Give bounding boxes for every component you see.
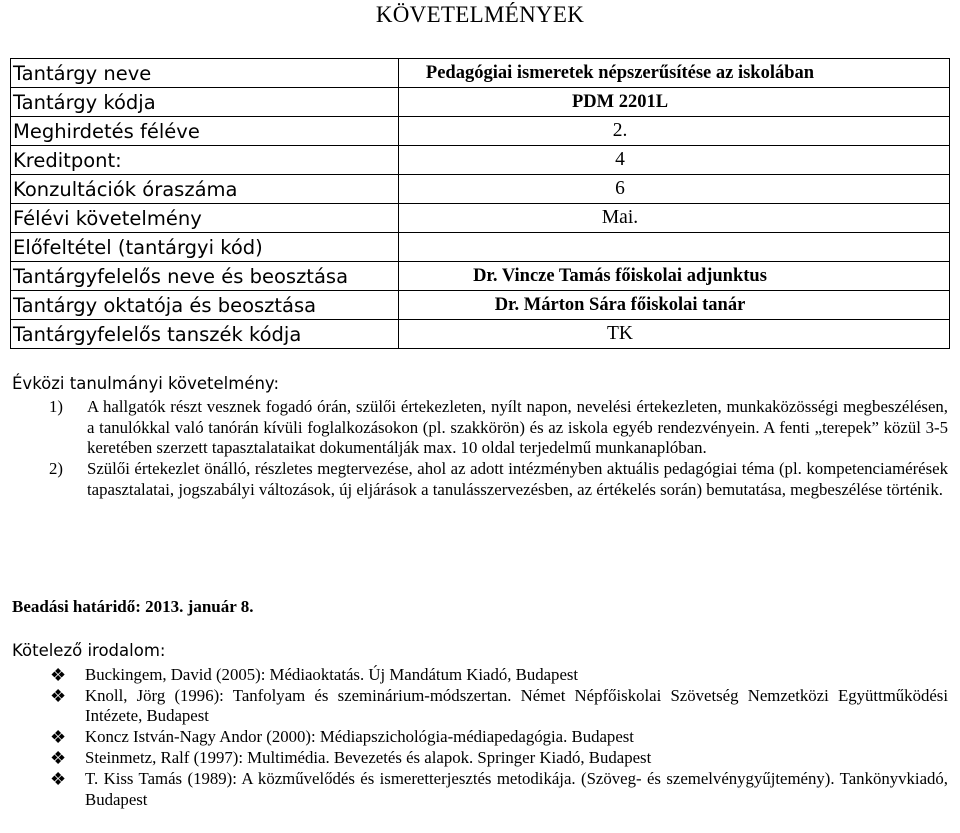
row-value: 6	[399, 175, 950, 204]
requirements-heading: Évközi tanulmányi követelmény:	[12, 374, 280, 393]
item-number: 2)	[49, 459, 63, 479]
list-item	[12, 397, 948, 459]
list-item	[12, 727, 948, 748]
diamond-bullet-icon: ❖	[50, 768, 67, 789]
page-title: KÖVETELMÉNYEK	[375, 2, 585, 27]
row-label: Tantárgyfelelős tanszék kódja	[11, 320, 399, 349]
row-value	[399, 233, 950, 262]
table-row	[11, 117, 950, 146]
list-item	[12, 686, 948, 728]
row-label: Félévi követelmény	[11, 204, 399, 233]
row-value: Dr. Márton Sára főiskolai tanár	[399, 291, 950, 320]
row-label: Tantárgyfelelős neve és beosztása	[11, 262, 399, 291]
list-item	[12, 748, 948, 769]
item-text: Buckingem, David (2005): Médiaoktatás. Új Mandátum Kiadó, Budapest	[85, 664, 579, 684]
row-value: Mai.	[399, 204, 950, 233]
row-value: Pedagógiai ismeretek népszerűsítése az iskolában	[399, 59, 950, 88]
table-row	[11, 146, 950, 175]
list-item	[12, 665, 948, 686]
row-label: Tantárgy oktatója és beosztása	[11, 291, 399, 320]
requirements-section	[12, 374, 948, 501]
row-label: Tantárgy neve	[11, 59, 399, 88]
row-label: Előfeltétel (tantárgyi kód)	[11, 233, 399, 262]
row-value: 4	[399, 146, 950, 175]
row-label: Meghirdetés féléve	[11, 117, 399, 146]
row-value: TK	[399, 320, 950, 349]
row-label: Konzultációk óraszáma	[11, 175, 399, 204]
item-text: Szülői értekezlet önálló, részletes megtervezése, ahol az adott intézményben aktuális pedagógiai téma (pl. kompetenciamérések tapasztalatai, jogszabályi változások, új eljárások a tanulásszervezésben, az értékelés során) bemutatása, megbeszélése történik.	[87, 459, 948, 499]
deadline: Beadási határidő: 2013. január 8.	[12, 597, 254, 616]
table-row	[11, 175, 950, 204]
item-number: 1)	[49, 396, 63, 416]
table-row	[11, 262, 950, 291]
course-info-table	[10, 58, 950, 349]
table-row	[11, 233, 950, 262]
list-item	[12, 459, 948, 501]
literature-list	[12, 665, 948, 811]
row-label: Tantárgy kódja	[11, 88, 399, 117]
diamond-bullet-icon: ❖	[50, 747, 67, 768]
literature-heading: Kötelező irodalom:	[12, 641, 166, 660]
diamond-bullet-icon: ❖	[50, 727, 67, 748]
row-value: Dr. Vincze Tamás főiskolai adjunktus	[399, 262, 950, 291]
item-text: A hallgatók részt vesznek fogadó órán, szülői értekezleten, nyílt napon, nevelési értekezleten, munkaközösségi megbeszélésen, a tanulókkal való tanórán kívüli foglalkozásokon (pl. szakkörön) és az iskola egyéb rendezvényein. A fenti „terepek” közül 3-5 keretében szerzett tapasztalataikat dokumentálják max. 10 oldal terjedelmű munkanaplóban.	[87, 396, 948, 458]
diamond-bullet-icon: ❖	[50, 685, 67, 706]
item-text: Steinmetz, Ralf (1997): Multimédia. Bevezetés és alapok. Springer Kiadó, Budapest	[85, 747, 652, 767]
item-text: T. Kiss Tamás (1989): A közművelődés és ismeretterjesztés metodikája. (Szöveg- és szemelvénygyűjtemény). Tankönyvkiadó, Budapest	[85, 768, 948, 809]
requirements-list	[12, 397, 948, 501]
literature-section	[12, 641, 948, 810]
diamond-bullet-icon: ❖	[50, 664, 67, 685]
row-value: PDM 2201L	[399, 88, 950, 117]
item-text: Knoll, Jörg (1996): Tanfolyam és szeminárium-módszertan. Német Népfőiskolai Szövetség Nemzetközi Együttműködési Intézete, Budapest	[85, 685, 948, 726]
table-row	[11, 88, 950, 117]
row-label: Kreditpont:	[11, 146, 399, 175]
table-row	[11, 204, 950, 233]
item-text: Koncz István-Nagy Andor (2000): Médiapszichológia-médiapedagógia. Budapest	[85, 727, 634, 747]
row-value: 2.	[399, 117, 950, 146]
list-item	[12, 769, 948, 811]
table-row	[11, 320, 950, 349]
table-row	[11, 59, 950, 88]
table-row	[11, 291, 950, 320]
